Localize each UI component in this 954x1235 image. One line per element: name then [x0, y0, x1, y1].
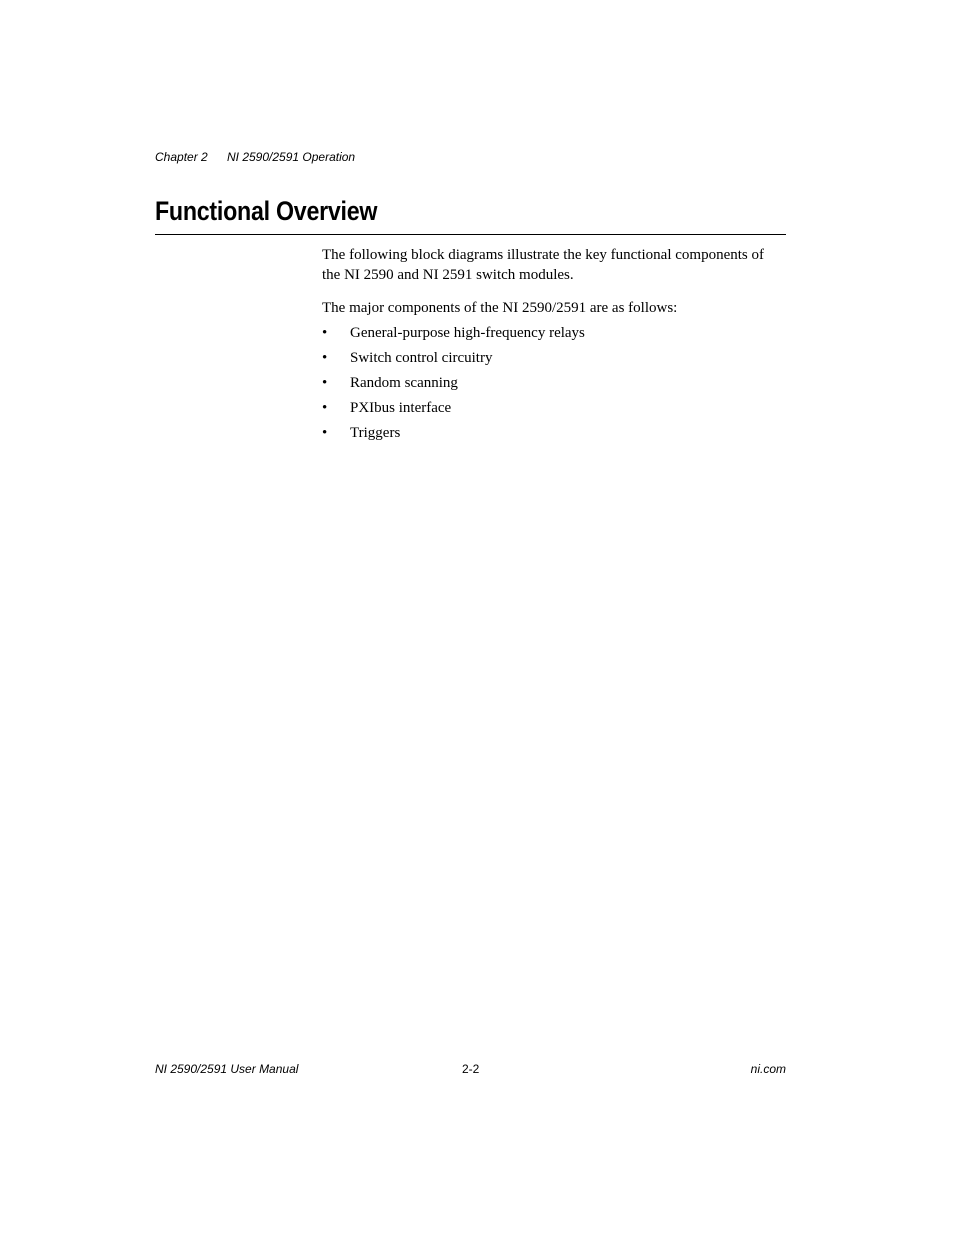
- list-item: [322, 399, 786, 419]
- chapter-title: NI 2590/2591 Operation: [227, 150, 356, 164]
- bullet-icon: •: [322, 399, 328, 416]
- list-item-text: General-purpose high-frequency relays: [350, 324, 585, 341]
- bullet-icon: •: [322, 324, 328, 341]
- website-link[interactable]: ni.com: [750, 1062, 786, 1076]
- intro-paragraph: The following block diagrams illustrate the key functional components of the NI 2590 and NI 2591 switch modules.: [322, 247, 764, 283]
- bullet-icon: •: [322, 374, 328, 391]
- body-column: [322, 246, 786, 449]
- list-item: [322, 349, 786, 369]
- list-item-text: PXIbus interface: [350, 399, 452, 416]
- chapter-number: Chapter 2: [155, 150, 208, 164]
- list-item: [322, 374, 786, 394]
- list-item: [322, 424, 786, 444]
- list-item-text: Triggers: [350, 424, 401, 441]
- list-item-text: Random scanning: [350, 374, 458, 391]
- list-item-text: Switch control circuitry: [350, 349, 493, 366]
- bullet-icon: •: [322, 424, 328, 441]
- title-rule: [155, 234, 786, 235]
- list-item: [322, 324, 786, 344]
- components-lead-paragraph: The major components of the NI 2590/2591 are as follows:: [322, 300, 678, 316]
- manual-title: NI 2590/2591 User Manual: [155, 1062, 299, 1076]
- section-title: Functional Overview: [155, 196, 378, 226]
- components-list: [322, 324, 786, 444]
- running-footer: [155, 1062, 786, 1078]
- bullet-icon: •: [322, 349, 328, 366]
- page-number: 2-2: [462, 1062, 480, 1076]
- running-header: [155, 150, 355, 164]
